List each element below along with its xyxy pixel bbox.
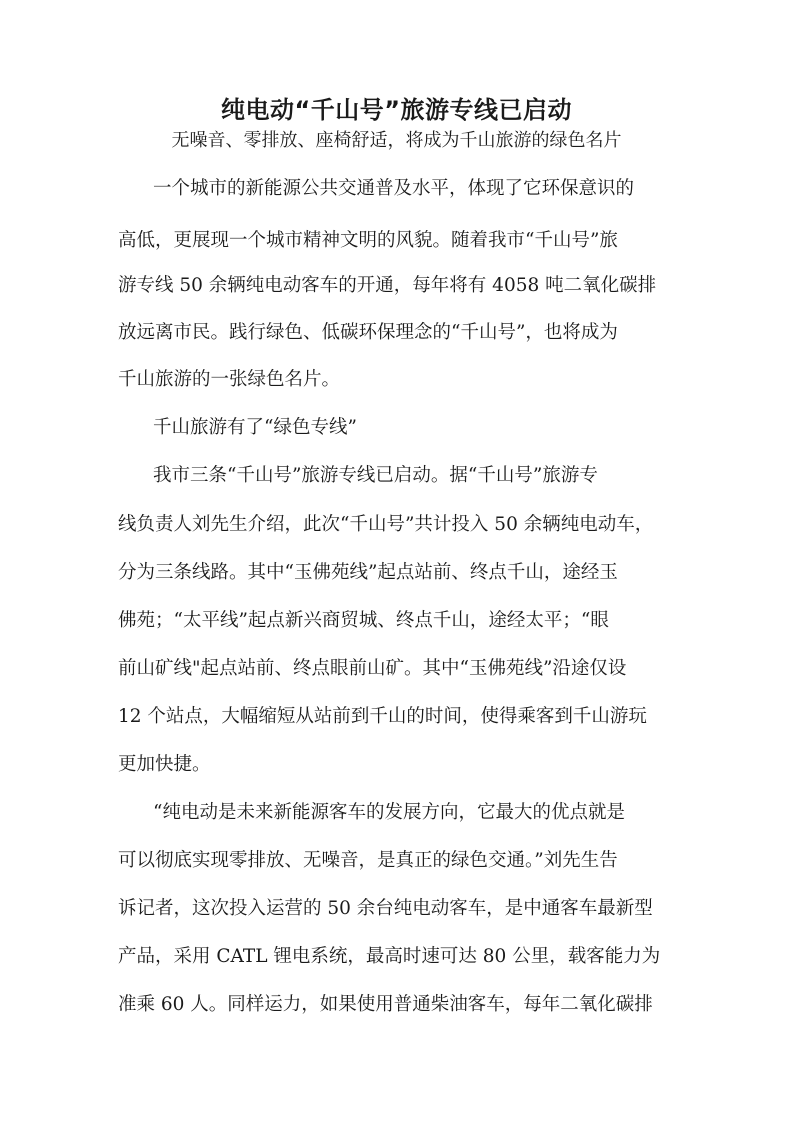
body-line: 佛苑；“太平线”起点新兴商贸城、终点千山，途经太平；“眼 bbox=[118, 610, 609, 631]
body-line: 放远离市民。践行绿色、低碳环保理念的“千山号”，也将成为 bbox=[118, 322, 618, 343]
document-title: 纯电动“千山号”旅游专线已启动 bbox=[220, 96, 573, 124]
body-line: “纯电动是未来新能源客车的发展方向，它最大的优点就是 bbox=[153, 802, 625, 823]
body-line: 千山旅游的一张绿色名片。 bbox=[118, 369, 341, 390]
body-line: 准乘 60 人。同样运力，如果使用普通柴油客车，每年二氧化碳排 bbox=[118, 994, 653, 1015]
body-line: 线负责人刘先生介绍，此次“千山号”共计投入 50 余辆纯电动车， bbox=[118, 514, 654, 535]
body-line: 诉记者，这次投入运营的 50 余台纯电动客车，是中通客车最新型 bbox=[118, 898, 653, 919]
body-line: 高低，更展现一个城市精神文明的风貌。随着我市“千山号”旅 bbox=[118, 230, 618, 251]
body-line: 产品，采用 CATL 锂电系统，最高时速可达 80 公里，载客能力为 bbox=[118, 946, 661, 967]
body-line: 前山矿线"起点站前、终点眼前山矿。其中“玉佛苑线”沿途仅设 bbox=[118, 658, 627, 679]
body-line: 可以彻底实现零排放、无噪音，是真正的绿色交通。”刘先生告 bbox=[118, 850, 618, 871]
body-line: 12 个站点，大幅缩短从站前到千山的时间，使得乘客到千山游玩 bbox=[118, 706, 647, 727]
body-line: 我市三条“千山号”旅游专线已启动。据“千山号”旅游专 bbox=[153, 465, 598, 486]
section-heading: 千山旅游有了“绿色专线” bbox=[153, 417, 357, 438]
body-line: 更加快捷。 bbox=[118, 754, 211, 775]
body-line: 一个城市的新能源公共交通普及水平，体现了它环保意识的 bbox=[153, 178, 635, 199]
body-line: 分为三条线路。其中“玉佛苑线”起点站前、终点千山，途经玉 bbox=[118, 562, 618, 583]
body-line: 游专线 50 余辆纯电动客车的开通，每年将有 4058 吨二氧化碳排 bbox=[118, 275, 657, 296]
document-subtitle: 无噪音、零排放、座椅舒适，将成为千山旅游的绿色名片 bbox=[171, 130, 622, 151]
